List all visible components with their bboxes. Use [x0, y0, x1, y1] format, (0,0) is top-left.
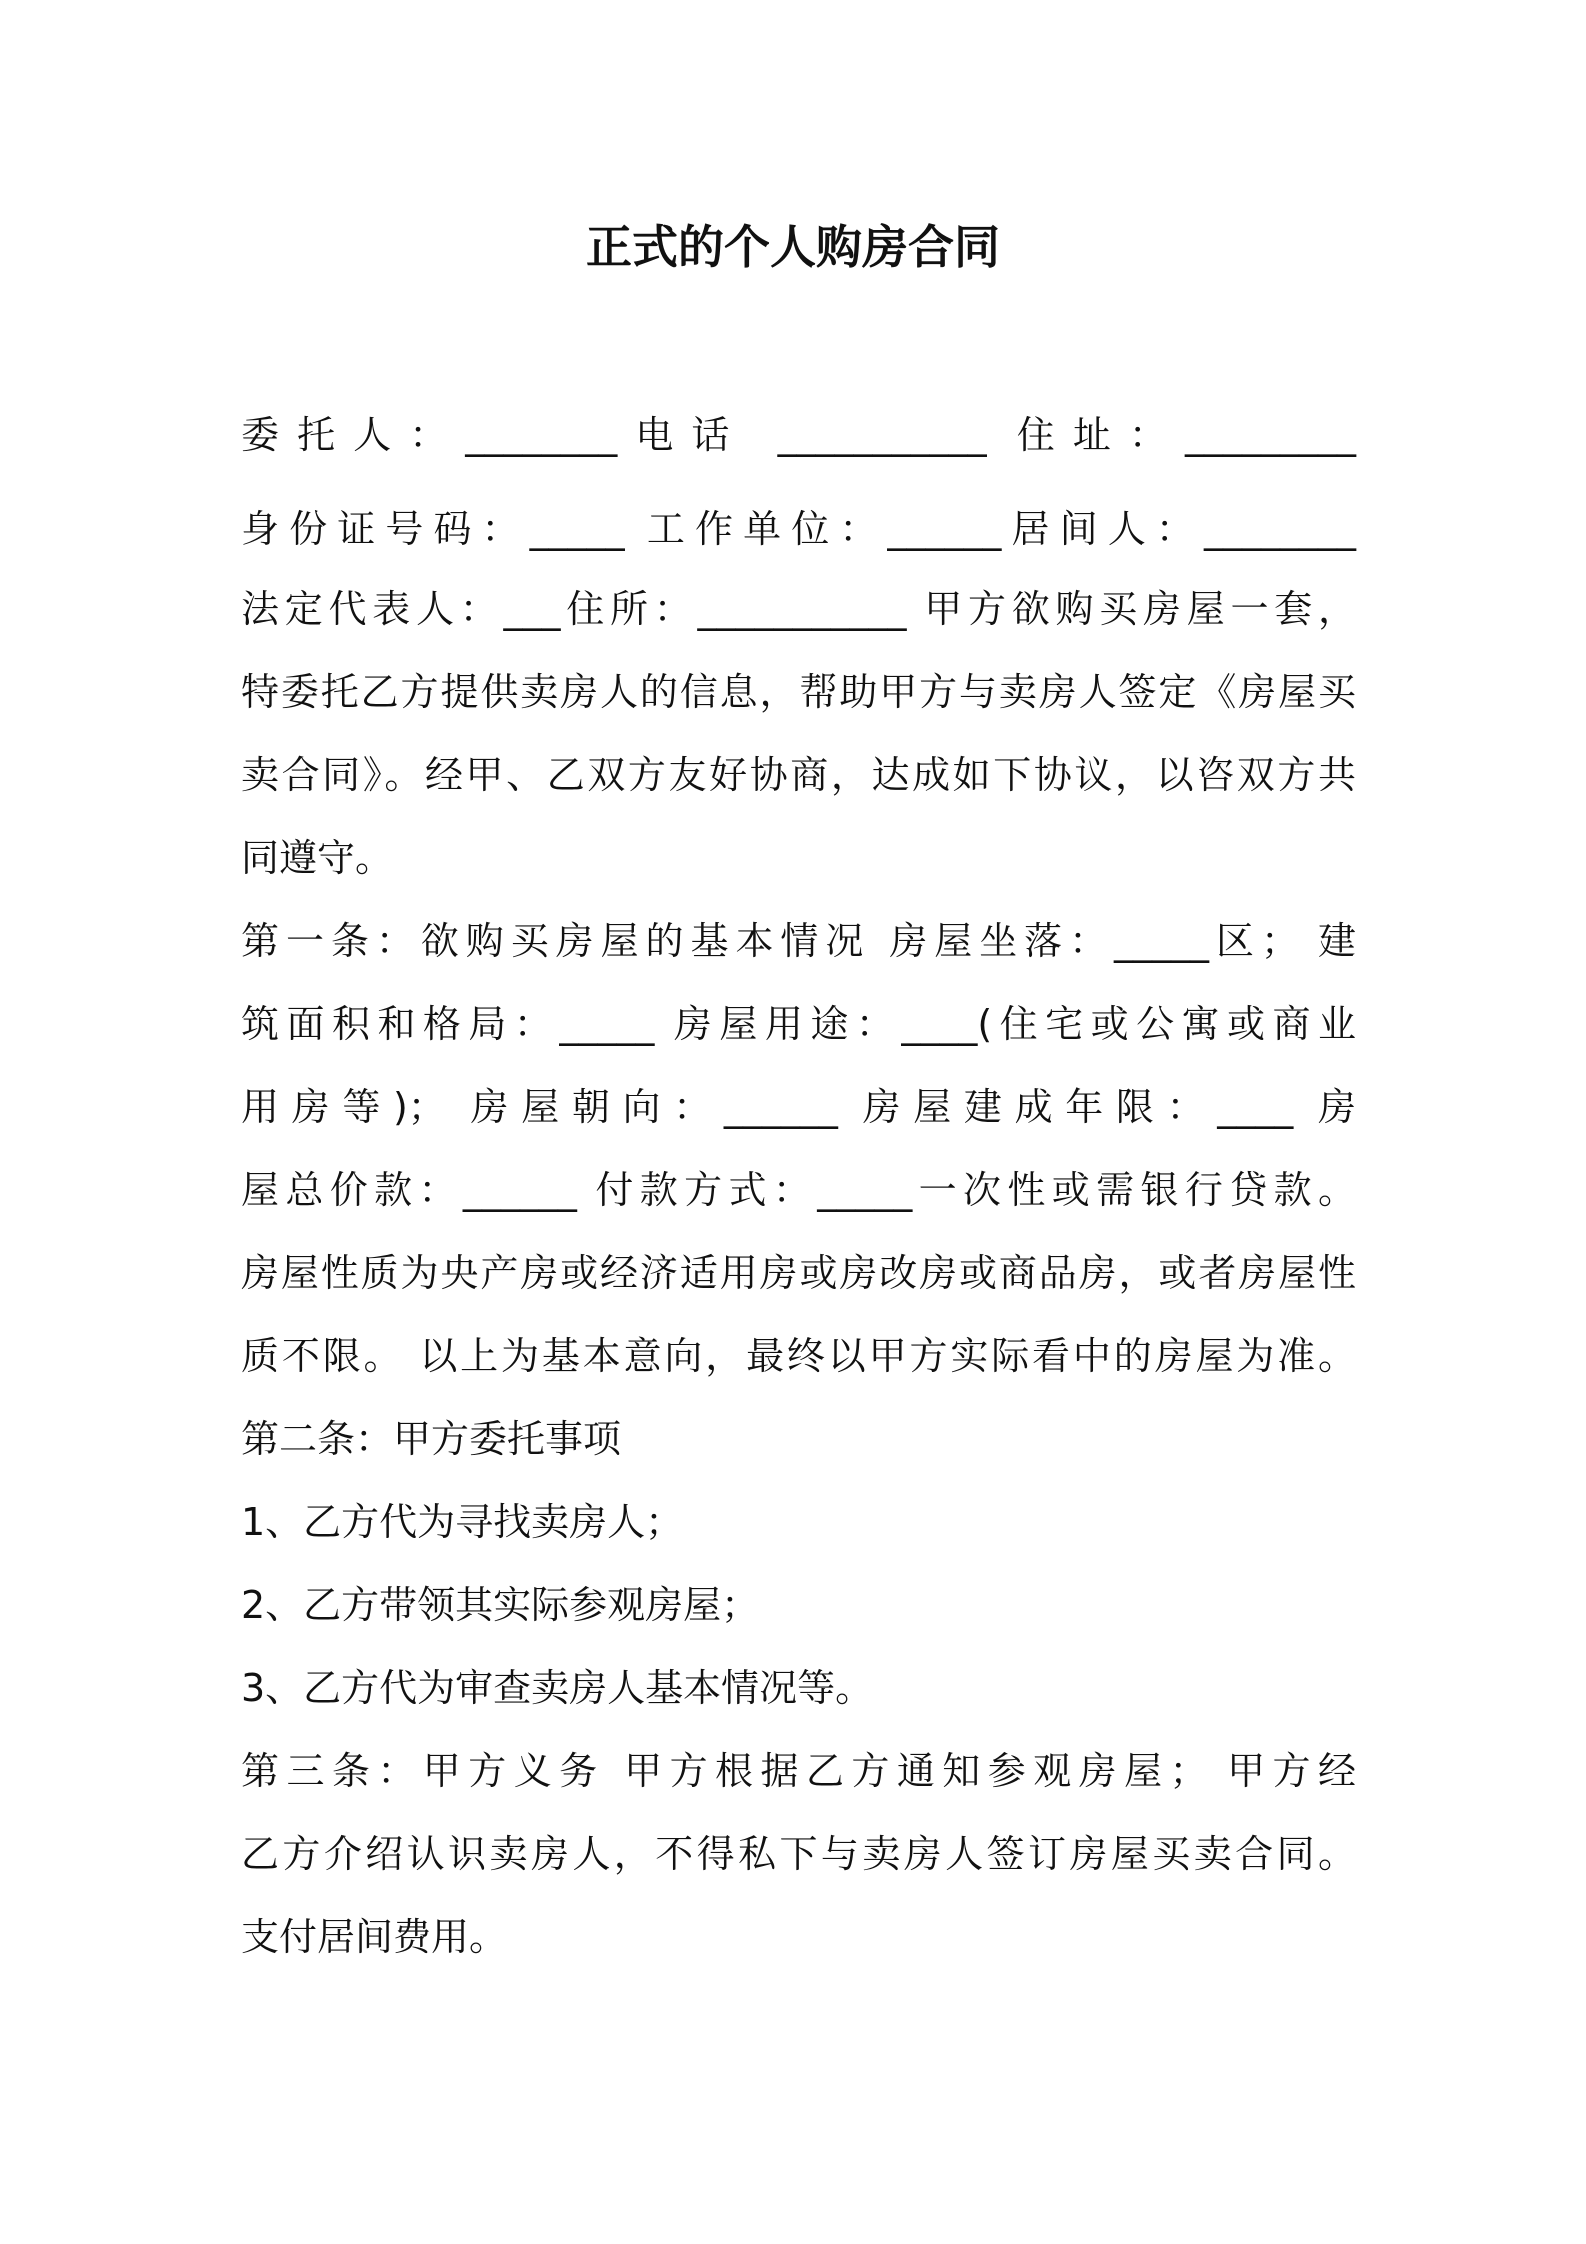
article-one-line: 用房等)； 房屋朝向：______ 房屋建成年限：____ 房: [241, 1085, 1356, 1129]
contract-line-id-info: 身份证号码：_____ 工作单位：______居间人：________: [241, 507, 1356, 551]
contract-line-legal-rep: 法定代表人：___住所：___________ 甲方欲购买房屋一套，: [241, 587, 1356, 631]
article-two-item: 1、乙方代为寻找卖房人；: [241, 1500, 684, 1544]
article-one-line: 第一条：欲购买房屋的基本情况 房屋坐落：_____区； 建: [241, 919, 1356, 963]
contract-paragraph-line: 同遵守。: [241, 836, 394, 880]
article-two-item: 2、乙方带领其实际参观房屋；: [241, 1583, 760, 1627]
article-one-line: 质不限。 以上为基本意向，最终以甲方实际看中的房屋为准。: [241, 1334, 1356, 1378]
article-one-line: 房屋性质为央产房或经济适用房或房改房或商品房，或者房屋性: [241, 1251, 1356, 1295]
article-three-line: 乙方介绍认识卖房人，不得私下与卖房人签订房屋买卖合同。: [241, 1832, 1356, 1876]
document-title: 正式的个人购房合同: [586, 220, 1000, 274]
article-two-heading: 第二条：甲方委托事项: [241, 1417, 622, 1461]
article-three-line: 支付居间费用。: [241, 1915, 508, 1959]
article-two-item: 3、乙方代为审查卖房人基本情况等。: [241, 1666, 874, 1710]
article-one-line: 筑面积和格局：_____ 房屋用途：____(住宅或公寓或商业: [241, 1002, 1356, 1046]
article-three-line: 第三条：甲方义务 甲方根据乙方通知参观房屋； 甲方经: [241, 1749, 1356, 1793]
article-one-line: 屋总价款：______ 付款方式：_____一次性或需银行贷款。: [241, 1168, 1356, 1212]
contract-line-client-info: 委托人：________电话 ___________ 住址：_________: [241, 413, 1356, 457]
contract-paragraph-line: 特委托乙方提供卖房人的信息，帮助甲方与卖房人签定《房屋买: [241, 670, 1356, 714]
contract-paragraph-line: 卖合同》。经甲、乙双方友好协商，达成如下协议，以咨双方共: [241, 753, 1356, 797]
